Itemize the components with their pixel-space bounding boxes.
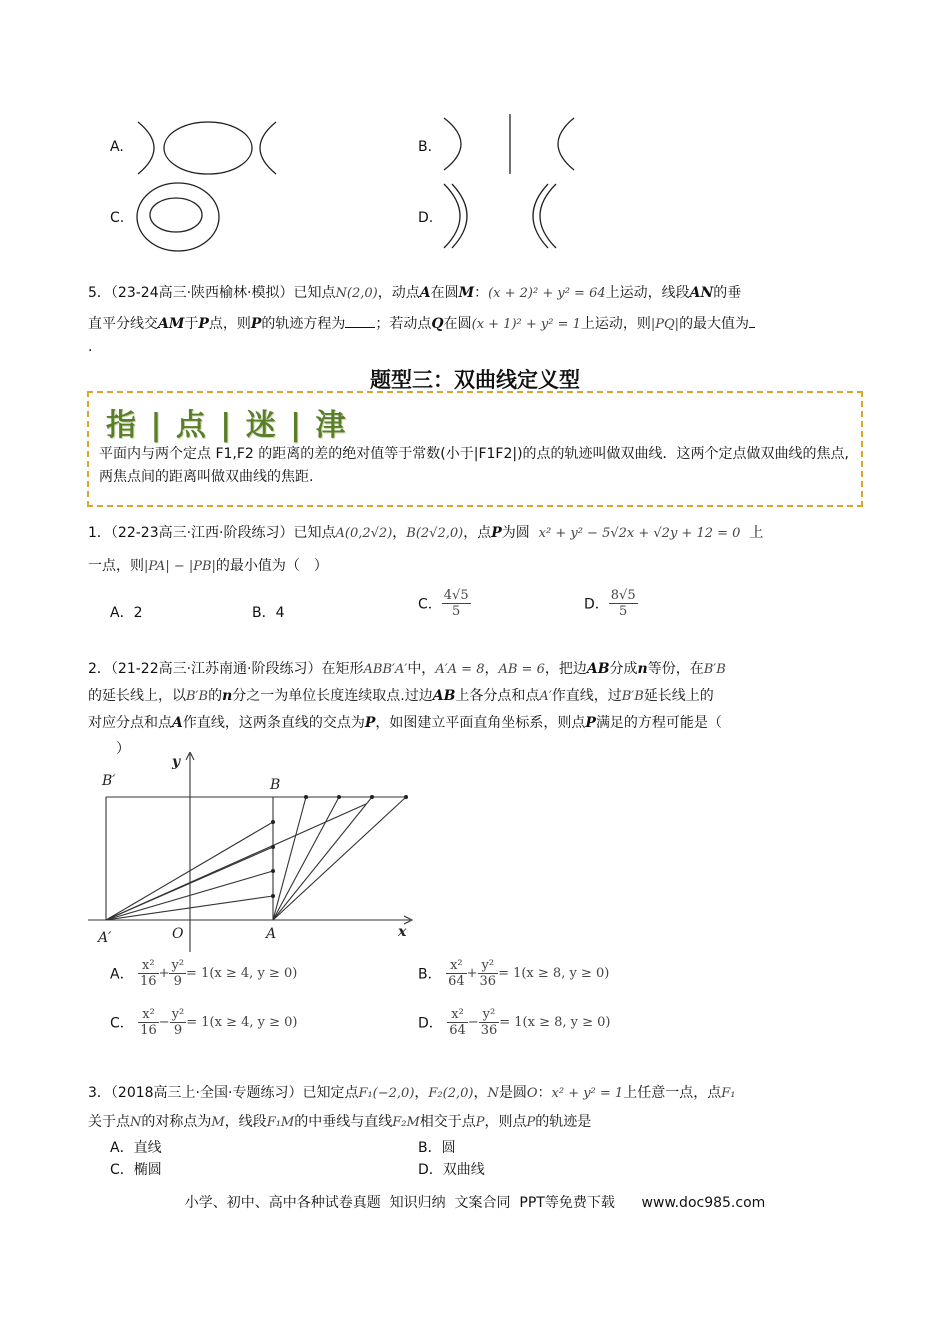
fraction	[138, 958, 159, 989]
label-a-prime: A′	[98, 930, 112, 946]
q5-text: 点，则	[208, 316, 251, 332]
question-1	[88, 520, 868, 580]
q1-source: （22-23高三·江西·阶段练习）	[110, 525, 294, 541]
q2-var: n	[637, 661, 648, 677]
q2-figure	[88, 752, 418, 952]
q1-number: 1．	[88, 525, 111, 541]
q5-text: 于	[184, 316, 199, 332]
q2-extension-point	[337, 795, 341, 799]
q5-text: ，动点	[377, 285, 420, 301]
q1-option-fraction	[609, 588, 638, 619]
fraction-denominator: 64	[449, 1023, 466, 1038]
q3-option-value: 圆	[441, 1140, 456, 1156]
q3-text: 的中垂线与直线	[294, 1114, 393, 1130]
q5-var-m: M	[458, 285, 475, 301]
question-3	[88, 1080, 868, 1136]
q1-text: 为圆	[501, 525, 530, 541]
q5-text: 在圆	[430, 285, 459, 301]
q2-option-b[interactable]	[418, 958, 609, 989]
q3-text: 相交于点	[419, 1114, 476, 1130]
q1-expr: |PA| − |PB|	[144, 559, 216, 574]
q2-var: B′B	[186, 689, 209, 704]
q3-text: ：	[537, 1085, 552, 1101]
q3-point-f2: F₂(2,0)	[428, 1086, 474, 1101]
fraction-numerator: x²	[138, 1007, 159, 1023]
q2-option-c[interactable]	[110, 1007, 298, 1038]
q2-text: ，	[484, 661, 499, 677]
q4-option-b-figure	[440, 112, 580, 176]
q3-option-a[interactable]	[110, 1137, 162, 1157]
fraction	[478, 958, 499, 989]
q2-text: 对应分点和点	[88, 715, 172, 731]
fraction-denominator: 16	[140, 974, 157, 989]
fraction-denominator: 5	[619, 604, 628, 619]
q2-text: 的延长线上，以	[88, 688, 186, 704]
q3-var: F₁	[721, 1086, 736, 1101]
q3-option-label: A．	[110, 1140, 134, 1156]
q3-var: F₁M	[266, 1115, 295, 1130]
q2-var: AB	[432, 688, 456, 704]
q1-text: ，点	[463, 525, 492, 541]
condition: = 1(x ≥ 4, y ≥ 0)	[186, 1015, 298, 1030]
tip-title: 指 | 点 | 迷 | 津	[106, 408, 348, 443]
fraction-numerator: y²	[478, 958, 499, 974]
q1-option-value: 4	[275, 605, 285, 621]
q5-text: 的轨迹方程为	[261, 316, 346, 332]
q5-expr-pq: |PQ|	[650, 317, 680, 332]
q3-var: F₂M	[392, 1115, 420, 1130]
q2-var: n	[222, 688, 233, 704]
q5-text: 上运动，线段	[605, 285, 690, 301]
q3-text: 的轨迹是	[535, 1114, 592, 1130]
q5-answer-blank-1[interactable]	[345, 313, 375, 328]
q2-line-from-a-prime	[106, 804, 366, 920]
q5-circle-m: (x + 2)² + y² = 64	[488, 286, 606, 301]
q2-var: A	[172, 715, 183, 731]
q5-source: （23-24高三·陕西榆林·模拟）	[110, 285, 294, 301]
q5-var-am: AM	[158, 316, 185, 332]
q3-option-value: 椭圆	[133, 1162, 162, 1178]
q5-text: ：	[474, 285, 489, 301]
section-heading: 题型三：双曲线定义型	[370, 368, 580, 392]
q5-var-p: P	[198, 316, 209, 332]
fraction	[447, 1007, 468, 1038]
q3-var: M	[211, 1115, 225, 1130]
q3-option-label: D．	[418, 1162, 443, 1178]
q1-point-b: B(2√2,0)	[406, 526, 464, 541]
q2-text: 分成	[609, 661, 638, 677]
q3-text: ，则点	[484, 1114, 527, 1130]
q1-option-fraction	[442, 588, 471, 619]
operator: +	[466, 966, 478, 981]
q5-text: 已知点	[293, 285, 336, 301]
tip-body: 平面内与两个定点 F1,F2 的距离的差的绝对值等于常数(小于|F1F2|)的点的轨迹叫做双曲线．这两个定点做双曲线的焦点,两焦点间的距离叫做双曲线的焦距.	[99, 446, 849, 485]
fraction-numerator: y²	[479, 1007, 500, 1023]
fraction-numerator: y²	[171, 958, 185, 973]
q2-division-point	[271, 845, 275, 849]
q2-text: 延长线上的	[643, 688, 714, 704]
q1-option-d[interactable]	[584, 588, 638, 619]
fraction-numerator: x²	[446, 958, 467, 974]
q3-circle: x² + y² = 1	[551, 1086, 624, 1101]
q2-line-from-a	[273, 797, 339, 920]
q2-text: ）	[116, 741, 130, 757]
q3-option-value: 直线	[133, 1140, 162, 1156]
fraction	[169, 958, 186, 989]
x-axis-label: x	[398, 924, 407, 940]
q5-var-an: AN	[689, 285, 714, 301]
q3-option-b[interactable]	[418, 1137, 456, 1157]
q5-var-p: P	[250, 316, 262, 332]
q2-option-label: C．	[110, 1015, 134, 1032]
fraction	[170, 1007, 187, 1038]
q1-text: 已知点	[293, 525, 336, 541]
q2-text: 作直线，过	[551, 688, 622, 704]
q2-text: 作直线，这两条直线的交点为	[182, 715, 365, 731]
q2-text: ，把边	[544, 661, 587, 677]
q1-option-label: A．	[110, 605, 134, 621]
q1-option-label: D．	[584, 596, 609, 613]
q2-option-label: A．	[110, 966, 134, 983]
q2-number: 2．	[88, 661, 111, 677]
q4-option-c-figure	[134, 180, 224, 254]
q2-division-point	[271, 820, 275, 824]
q5-text: ；若动点	[375, 316, 432, 332]
q4-option-c-label[interactable]: C.	[110, 210, 125, 226]
operator: −	[158, 1015, 170, 1030]
fraction-numerator: 4√5	[443, 588, 469, 603]
q2-option-a[interactable]	[110, 958, 297, 989]
q2-text: 在矩形	[321, 661, 364, 677]
q2-rect: ABB′A′	[363, 662, 408, 677]
q2-var: B′B	[621, 689, 644, 704]
q3-option-c[interactable]	[110, 1159, 162, 1179]
operator: −	[467, 1015, 479, 1030]
fraction-denominator: 16	[140, 1023, 157, 1038]
q3-var: P	[475, 1115, 485, 1130]
q4-option-a-label[interactable]: A.	[110, 139, 124, 155]
q2-source: （21-22高三·江苏南通·阶段练习）	[110, 661, 322, 677]
label-b-prime: B′	[102, 773, 116, 789]
fraction	[479, 1007, 500, 1038]
q3-option-label: C．	[110, 1162, 134, 1178]
q2-line-from-a	[273, 797, 306, 920]
q2-division-point	[271, 869, 275, 873]
q1-point-a: A(0,2√2)	[335, 526, 393, 541]
q1-option-label: C．	[418, 596, 442, 613]
q3-text: 的对称点为	[141, 1114, 212, 1130]
condition: = 1(x ≥ 8, y ≥ 0)	[499, 1015, 611, 1030]
q2-option-label: D．	[418, 1015, 443, 1032]
q2-var: A′	[539, 689, 552, 704]
fraction-numerator: y²	[171, 1007, 185, 1022]
q2-text: 中，	[407, 661, 436, 677]
q3-text: 上任意一点，点	[623, 1085, 722, 1101]
q3-option-label: B．	[418, 1140, 442, 1156]
q4-option-a-figure	[134, 118, 279, 180]
q1-option-value: 2	[133, 605, 143, 621]
q4-option-b-label[interactable]: B.	[418, 139, 433, 155]
q5-point-n: N(2,0)	[335, 286, 378, 301]
q2-var: AB	[586, 661, 610, 677]
condition: = 1(x ≥ 4, y ≥ 0)	[186, 966, 298, 981]
fraction-numerator: x²	[447, 1007, 468, 1023]
q1-text: 的最小值为（ ）	[215, 558, 328, 574]
q2-extension-point	[304, 795, 308, 799]
fraction-numerator: x²	[138, 958, 159, 974]
q1-circle: x² + y² − 5√2x + √2y + 12 = 0	[538, 526, 741, 541]
q3-text: 关于点	[88, 1114, 130, 1130]
page-footer: 小学、初中、高中各种试卷真题 知识归纳 文案合同 PPT等免费下载 www.doc985.com	[184, 1195, 766, 1211]
q2-option-d[interactable]	[418, 1007, 610, 1038]
q5-text: 上运动，则	[580, 316, 651, 332]
q2-eq: AB = 6	[498, 662, 545, 677]
q5-text: 直平分线交	[88, 316, 158, 332]
operator: +	[158, 966, 170, 981]
q3-text: 已知定点	[302, 1085, 359, 1101]
q3-text: ，线段	[224, 1114, 267, 1130]
q5-var-q: Q	[431, 316, 444, 332]
q2-eq: A′A = 8	[435, 662, 485, 677]
q5-circle-2: (x + 1)² + y² = 1	[471, 317, 581, 332]
q4-option-d-figure	[440, 180, 560, 252]
q3-option-d[interactable]	[418, 1159, 485, 1179]
q3-number: 3．	[88, 1085, 111, 1101]
fraction-denominator: 36	[479, 974, 497, 989]
q2-var: P	[585, 715, 596, 731]
q2-extension-point	[404, 795, 408, 799]
q5-text: 在圆	[443, 316, 472, 332]
q1-text: ，	[392, 525, 407, 541]
fraction-numerator: 8√5	[610, 588, 636, 603]
q2-text: 等份，在	[647, 661, 704, 677]
q3-var: N	[130, 1115, 142, 1130]
q2-division-point	[271, 894, 275, 898]
y-axis-label: y	[172, 754, 181, 770]
fraction-denominator: 9	[173, 1023, 183, 1038]
q2-var: P	[364, 715, 376, 731]
fraction-denominator: 5	[452, 604, 461, 619]
q1-option-b[interactable]	[252, 602, 285, 622]
condition: = 1(x ≥ 8, y ≥ 0)	[498, 966, 610, 981]
question-2	[88, 656, 868, 762]
q1-var-p: P	[491, 525, 502, 541]
q3-var: N	[487, 1086, 499, 1101]
q5-answer-blank-2[interactable]	[749, 313, 755, 328]
q2-text: 的	[208, 688, 223, 704]
q3-source: （2018高三上·全国·专题练习）	[110, 1085, 303, 1101]
q5-var-a: A	[419, 285, 431, 301]
q3-option-value: 双曲线	[442, 1162, 485, 1178]
q2-extension-point	[370, 795, 374, 799]
q1-option-label: B．	[252, 605, 276, 621]
q2-line-from-a	[273, 797, 372, 920]
q3-var: P	[526, 1115, 536, 1130]
q5-text: 的最大值为	[679, 316, 750, 332]
q1-text: 一点，则	[88, 558, 144, 574]
q2-text: ，如图建立平面直角坐标系，则点	[375, 715, 586, 731]
q1-option-a[interactable]	[110, 602, 143, 622]
label-o: O	[172, 926, 184, 942]
q3-text: ，	[414, 1085, 429, 1101]
q3-var: O	[526, 1086, 538, 1101]
q3-text: 是圆	[498, 1085, 527, 1101]
question-5	[88, 280, 868, 360]
q1-option-c[interactable]	[418, 588, 471, 619]
q3-point-f1: F₁(−2,0)	[358, 1086, 415, 1101]
q5-text: .	[88, 339, 93, 355]
q4-option-d-label[interactable]: D.	[418, 210, 434, 226]
fraction	[138, 1007, 159, 1038]
fraction-denominator: 9	[173, 974, 182, 989]
q2-text: 上各分点和点	[455, 688, 540, 704]
label-b: B	[270, 777, 281, 793]
q5-number: 5．	[88, 285, 111, 301]
q3-text: ，	[473, 1085, 488, 1101]
q2-text: 满足的方程可能是（	[595, 715, 722, 731]
q1-text: 上	[749, 525, 764, 541]
fraction-denominator: 36	[480, 1023, 498, 1038]
q5-text: 的垂	[713, 285, 742, 301]
q2-option-label: B．	[418, 966, 442, 983]
q2-var: B′B	[703, 662, 726, 677]
label-a: A	[266, 926, 277, 942]
q2-text: 分之一为单位长度连续取点.过边	[232, 688, 433, 704]
fraction	[446, 958, 467, 989]
fraction-denominator: 64	[448, 974, 465, 989]
